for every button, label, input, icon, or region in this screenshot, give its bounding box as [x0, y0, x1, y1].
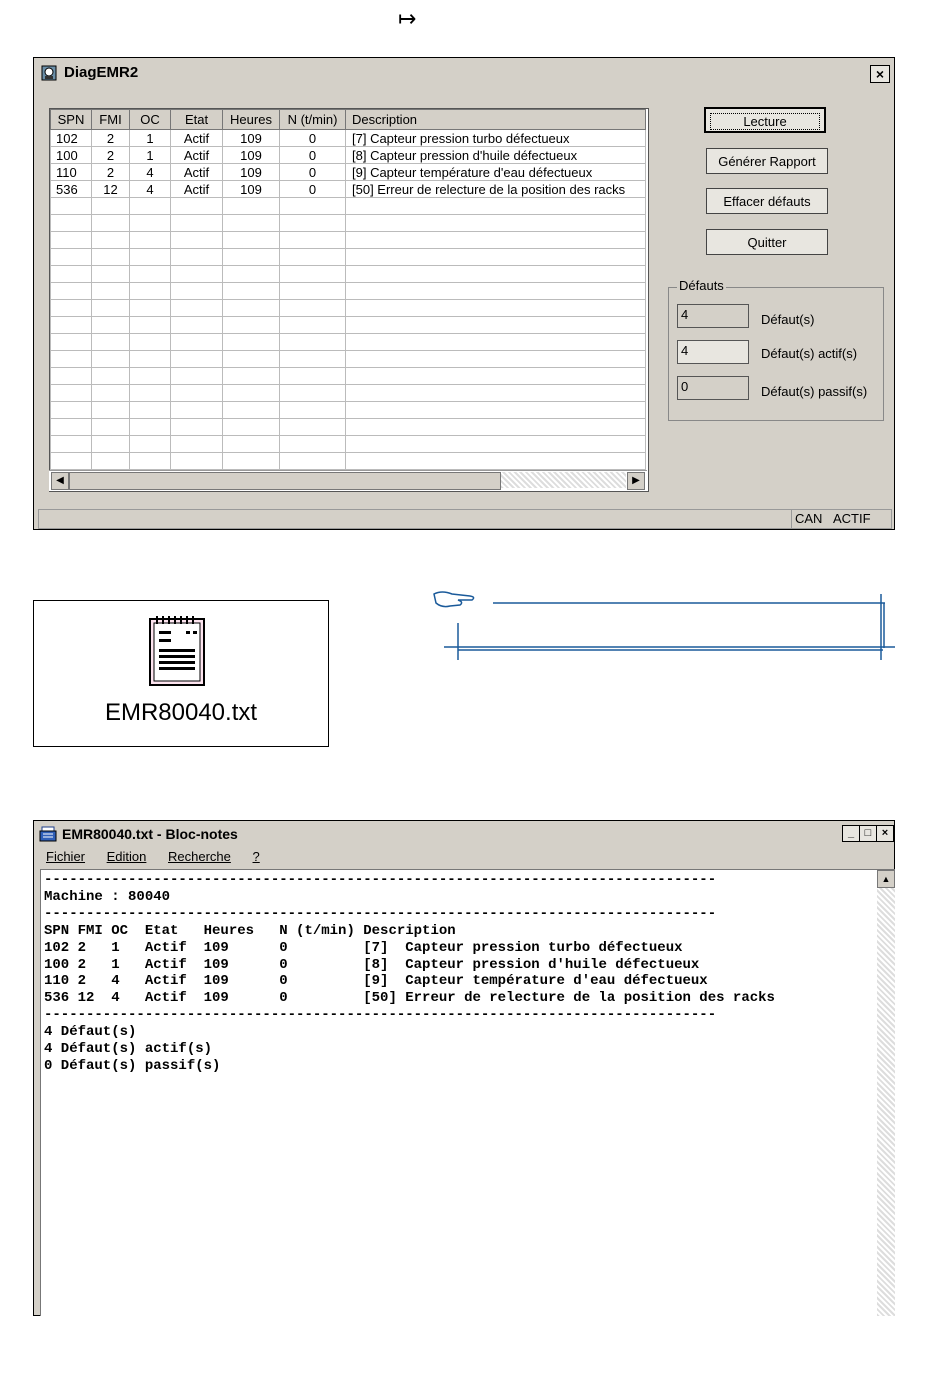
table-cell: 109	[223, 130, 280, 147]
table-cell	[346, 266, 646, 283]
table-cell	[92, 402, 130, 419]
file-icon-box	[33, 600, 329, 747]
table-row[interactable]	[51, 198, 646, 215]
table-cell: Actif	[171, 130, 223, 147]
table-cell	[171, 266, 223, 283]
app-icon	[40, 64, 58, 82]
table-cell	[130, 232, 171, 249]
table-cell	[92, 453, 130, 470]
table-cell	[223, 385, 280, 402]
table-row[interactable]	[51, 436, 646, 453]
table-cell	[223, 436, 280, 453]
table-row[interactable]	[51, 317, 646, 334]
col-description[interactable]: Description	[346, 110, 646, 130]
table-cell	[280, 300, 346, 317]
table-cell	[92, 198, 130, 215]
scroll-up-icon[interactable]: ▲	[877, 870, 895, 888]
generer-rapport-button[interactable]: Générer Rapport	[706, 148, 828, 174]
table-cell	[92, 368, 130, 385]
passifs-field: 0	[677, 376, 749, 400]
table-row[interactable]	[51, 181, 646, 198]
table-cell: 1	[130, 130, 171, 147]
table-cell: 4	[130, 164, 171, 181]
text-file-icon[interactable]	[146, 615, 208, 687]
text-content[interactable]: -------------------------------------------------------------------------------- Machine : 80040 -------------------------------------------------------------------------------- SPN FMI OC Etat Heures N (t/min) Description 102 2 1 Actif 109 0 [7] Capteur pression turbo défectueux 100 2 1 Actif 109 0 [8] Capteur pression d'huile défectueux 110 2 4 Actif 109 0 [9] Capteur température d'eau défectueux 536 12 4 Actif 109 0 [50] Erreur de relecture de la position des racks -------------------------------------------------------------------------------- 4 Défaut(s) 4 Défaut(s) actif(s) 0 Défaut(s) passif(s)	[44, 872, 775, 1074]
table-row[interactable]	[51, 402, 646, 419]
scroll-right-icon[interactable]: ▶	[627, 472, 645, 490]
table-cell: 2	[92, 147, 130, 164]
table-cell	[130, 300, 171, 317]
table-cell	[130, 198, 171, 215]
table-cell	[171, 249, 223, 266]
table-cell	[280, 215, 346, 232]
table-cell	[51, 419, 92, 436]
table-cell	[51, 198, 92, 215]
diagemr2-window	[33, 57, 895, 530]
table-cell	[346, 249, 646, 266]
table-cell	[223, 198, 280, 215]
table-cell: 536	[51, 181, 92, 198]
table-cell: 109	[223, 164, 280, 181]
table-cell	[92, 300, 130, 317]
table-cell	[130, 419, 171, 436]
defauts-group	[668, 278, 884, 421]
notepad-icon	[39, 825, 57, 843]
lecture-button[interactable]: Lecture	[704, 107, 826, 133]
table-cell	[223, 419, 280, 436]
table-cell	[223, 351, 280, 368]
table-cell	[223, 317, 280, 334]
table-cell: 109	[223, 181, 280, 198]
table-row[interactable]	[51, 300, 646, 317]
table-cell	[171, 351, 223, 368]
table-cell	[171, 283, 223, 300]
col-etat[interactable]: Etat	[171, 110, 223, 130]
status-can: CAN	[795, 511, 823, 526]
table-cell	[280, 351, 346, 368]
table-cell	[346, 232, 646, 249]
menu-recherche[interactable]: Recherche	[168, 849, 231, 864]
table-row[interactable]	[51, 283, 646, 300]
actifs-field: 4	[677, 340, 749, 364]
table-cell	[280, 368, 346, 385]
table-cell	[280, 198, 346, 215]
fault-grid	[49, 108, 649, 492]
table-row[interactable]	[51, 334, 646, 351]
table-row[interactable]	[51, 266, 646, 283]
table-row[interactable]	[51, 419, 646, 436]
table-cell: 0	[280, 181, 346, 198]
table-cell	[171, 436, 223, 453]
table-cell	[130, 385, 171, 402]
table-row[interactable]	[51, 249, 646, 266]
table-cell	[51, 249, 92, 266]
table-cell	[280, 436, 346, 453]
decorative-lines	[440, 590, 900, 665]
table-cell	[280, 402, 346, 419]
table-cell	[346, 436, 646, 453]
table-cell	[130, 368, 171, 385]
arrow-right-icon: ↦	[398, 6, 417, 31]
table-row[interactable]	[51, 368, 646, 385]
file-name[interactable]: EMR80040.txt	[104, 699, 258, 726]
table-row[interactable]	[51, 147, 646, 164]
table-cell	[346, 402, 646, 419]
table-cell	[280, 419, 346, 436]
table-cell	[346, 317, 646, 334]
table-cell	[51, 266, 92, 283]
table-cell	[51, 283, 92, 300]
table-cell	[346, 419, 646, 436]
table-cell	[130, 453, 171, 470]
table-cell	[346, 385, 646, 402]
table-cell: 0	[280, 164, 346, 181]
table-cell	[346, 453, 646, 470]
table-cell	[171, 453, 223, 470]
menu-fichier[interactable]: Fichier	[46, 849, 86, 864]
table-cell: 110	[51, 164, 92, 181]
table-cell	[280, 283, 346, 300]
table-cell	[51, 402, 92, 419]
table-cell	[280, 385, 346, 402]
table-cell	[280, 453, 346, 470]
table-cell	[171, 317, 223, 334]
menu-help[interactable]: ?	[252, 849, 260, 864]
table-cell: 102	[51, 130, 92, 147]
table-cell	[130, 351, 171, 368]
menu-bar	[46, 849, 278, 864]
status-divider	[791, 510, 792, 528]
table-cell	[51, 368, 92, 385]
table-cell: 2	[92, 164, 130, 181]
notepad-title: EMR80040.txt - Bloc-notes	[62, 826, 238, 842]
table-row[interactable]	[51, 232, 646, 249]
col-heures[interactable]: Heures	[223, 110, 280, 130]
table-cell: Actif	[171, 147, 223, 164]
table-cell	[223, 232, 280, 249]
table-row[interactable]	[51, 215, 646, 232]
scroll-thumb[interactable]	[69, 472, 501, 490]
table-row[interactable]	[51, 164, 646, 181]
table-cell	[223, 215, 280, 232]
defauts-legend: Défauts	[679, 278, 724, 293]
horizontal-scrollbar[interactable]	[49, 470, 647, 491]
table-cell	[346, 283, 646, 300]
table-cell	[346, 368, 646, 385]
table-cell	[223, 266, 280, 283]
table-cell	[171, 300, 223, 317]
table-cell: 100	[51, 147, 92, 164]
col-n[interactable]: N (t/min)	[280, 110, 346, 130]
table-cell: [8] Capteur pression d'huile défectueux	[346, 147, 646, 164]
table-cell	[130, 436, 171, 453]
notepad-close-button[interactable]: ×	[876, 825, 894, 842]
table-cell	[346, 334, 646, 351]
table-cell: 12	[92, 181, 130, 198]
table-cell: 0	[280, 130, 346, 147]
table-cell: 0	[280, 147, 346, 164]
table-cell	[223, 402, 280, 419]
table-cell: [50] Erreur de relecture de la position des racks	[346, 181, 646, 198]
table-cell	[92, 436, 130, 453]
notepad-window	[33, 820, 895, 1316]
table-cell	[51, 317, 92, 334]
table-cell: 109	[223, 147, 280, 164]
menu-edition[interactable]: Edition	[106, 849, 147, 864]
table-cell	[346, 215, 646, 232]
table-cell	[346, 198, 646, 215]
col-oc[interactable]: OC	[130, 110, 171, 130]
table-cell	[223, 300, 280, 317]
table-cell	[346, 300, 646, 317]
table-cell	[223, 283, 280, 300]
table-cell	[223, 368, 280, 385]
quitter-button[interactable]: Quitter	[706, 229, 828, 255]
table-cell	[130, 215, 171, 232]
vertical-scrollbar[interactable]	[877, 870, 895, 1316]
table-cell	[130, 266, 171, 283]
table-cell	[280, 266, 346, 283]
table-cell	[223, 453, 280, 470]
maximize-button[interactable]: □	[859, 825, 877, 842]
table-cell	[171, 368, 223, 385]
col-fmi[interactable]: FMI	[92, 110, 130, 130]
table-cell	[171, 232, 223, 249]
table-cell: [7] Capteur pression turbo défectueux	[346, 130, 646, 147]
table-cell	[51, 215, 92, 232]
total-defauts-label: Défaut(s)	[761, 312, 815, 327]
scroll-left-icon[interactable]: ◀	[51, 472, 69, 490]
table-row[interactable]	[51, 453, 646, 470]
table-row[interactable]	[51, 130, 646, 147]
table-cell	[280, 249, 346, 266]
table-cell	[51, 453, 92, 470]
table-cell	[92, 215, 130, 232]
table-cell	[223, 249, 280, 266]
table-cell	[223, 334, 280, 351]
table-cell	[130, 283, 171, 300]
table-cell	[51, 351, 92, 368]
table-cell	[130, 249, 171, 266]
table-cell	[92, 419, 130, 436]
table-cell: 4	[130, 181, 171, 198]
table-cell	[130, 402, 171, 419]
table-cell	[92, 283, 130, 300]
table-cell	[280, 334, 346, 351]
table-cell: Actif	[171, 181, 223, 198]
effacer-defauts-button[interactable]: Effacer défauts	[706, 188, 828, 214]
table-cell	[171, 402, 223, 419]
status-bar	[38, 509, 892, 529]
table-cell	[280, 317, 346, 334]
table-cell: Actif	[171, 164, 223, 181]
table-cell: 1	[130, 147, 171, 164]
notepad-title-bar	[34, 821, 894, 847]
table-cell	[130, 317, 171, 334]
close-button[interactable]: ×	[870, 65, 890, 83]
scroll-track[interactable]	[501, 472, 626, 488]
text-editor-area[interactable]	[40, 869, 895, 1316]
table-cell	[171, 334, 223, 351]
table-cell	[51, 300, 92, 317]
table-cell	[92, 351, 130, 368]
table-cell	[171, 198, 223, 215]
table-cell	[171, 215, 223, 232]
table-cell	[51, 232, 92, 249]
table-row[interactable]	[51, 351, 646, 368]
table-cell	[92, 385, 130, 402]
table-cell	[280, 232, 346, 249]
table-row[interactable]	[51, 385, 646, 402]
actifs-label: Défaut(s) actif(s)	[761, 346, 858, 361]
table-cell: [9] Capteur température d'eau défectueux	[346, 164, 646, 181]
minimize-button[interactable]: _	[842, 825, 860, 842]
table-cell	[51, 334, 92, 351]
table-cell	[346, 351, 646, 368]
table-cell	[171, 385, 223, 402]
table-cell: 2	[92, 130, 130, 147]
table-cell	[92, 317, 130, 334]
title-bar	[34, 58, 894, 88]
table-cell	[130, 334, 171, 351]
status-actif: ACTIF	[833, 511, 871, 526]
col-spn[interactable]: SPN	[51, 110, 92, 130]
window-title: DiagEMR2	[64, 64, 139, 81]
table-cell	[171, 419, 223, 436]
table-cell	[92, 232, 130, 249]
table-cell	[92, 266, 130, 283]
table-cell	[92, 334, 130, 351]
table-cell	[51, 385, 92, 402]
total-defauts-field: 4	[677, 304, 749, 328]
table-cell	[51, 436, 92, 453]
table-cell	[92, 249, 130, 266]
passifs-label: Défaut(s) passif(s)	[761, 384, 868, 399]
